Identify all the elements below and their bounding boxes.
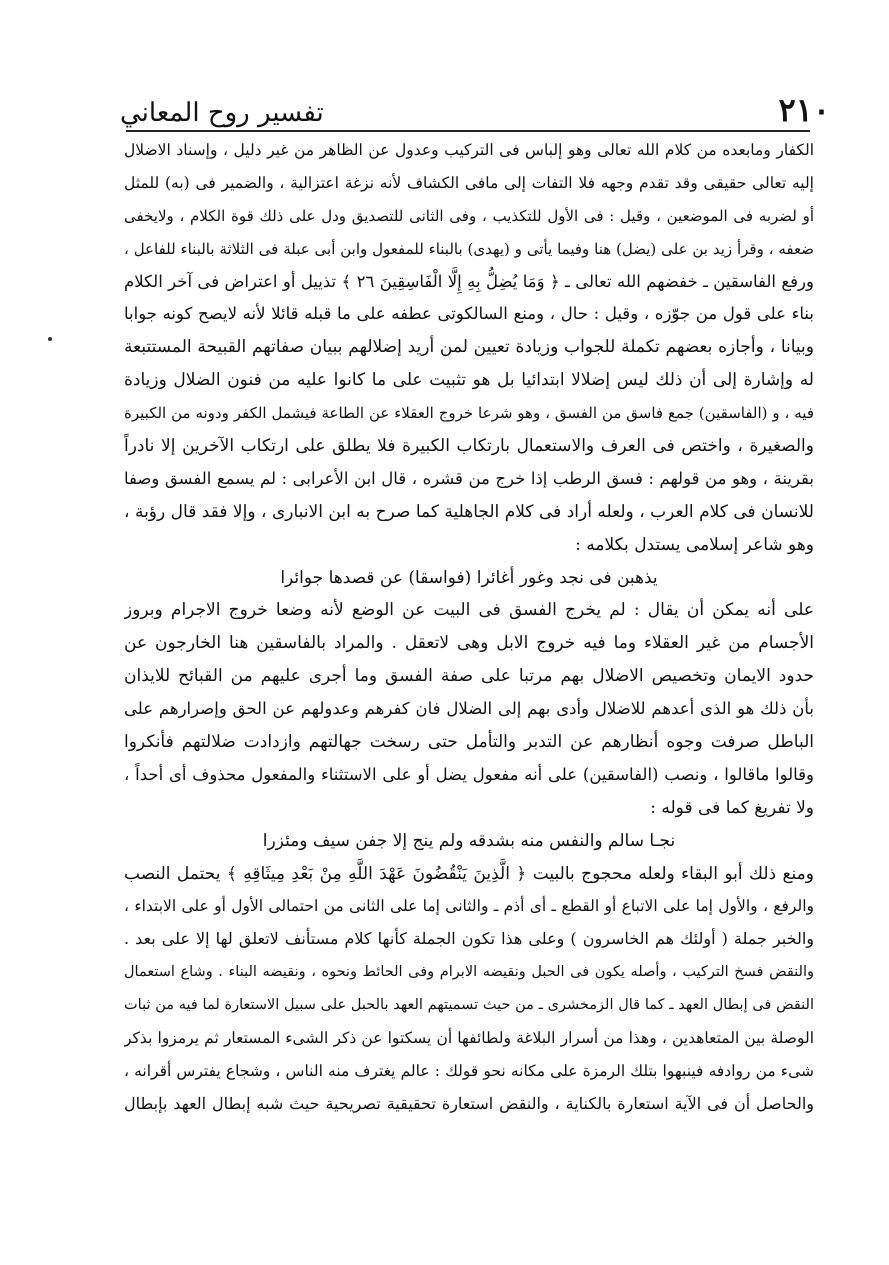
text-line: أو لضربه فى الموضعين ، وقيل : فى الأول للتكذيب ، وفى الثانى للتصديق ودل على ذلك قوة الكلام ، ولايخفى (124, 206, 814, 225)
header-rule (126, 130, 810, 132)
text-line: وبيانا ، وأجازه بعضهم تكملة للجواب وزيادة تعيين لمن أريد إضلالهم ببيان صفاتهم القبيحة المستتبعة (124, 337, 814, 358)
text-line: شىء من روادفه فينبهوا بتلك الرمزة على مكانه نحو قولك : عالم يغترف منه الناس ، وشجاع يفترس أقرانه ، (124, 1061, 814, 1080)
text-line: والخبر جملة ( أولئك هم الخاسرون ) وعلى هذا تكون الجملة كأنها كلام مستأنف لاتعلق لها إلا على بعد . (124, 929, 814, 949)
text-line: للانسان فى كلام العرب ، ولعله أراد فى كلام الجاهلية كما صرح به ابن الانبارى ، وإلا فقد قال رؤبة ، (124, 501, 814, 522)
text-line: وهو شاعر إسلامى يستدل بكلامه : (575, 534, 814, 555)
verse-line: يذهبن فى نجد وغور أغائرا (فواسقا) عن قصدها جوائرا (280, 567, 658, 588)
page-number: ٢١٠ (778, 91, 830, 129)
text-line: ورفع الفاسقين ـ خفضهم الله تعالى ـ ﴿ وَمَا يُضِلُّ بِهِ إِلَّا الْفَاسِقِينَ ٢٦ ﴾ تذييل أو اعتراض فى آخر الكلام (124, 271, 814, 291)
body-text (124, 134, 814, 1121)
text-line: بأن ذلك هو الذى أعدهم للاضلال وأدى بهم إلى الضلال فان كفرهم وعدولهم عن الحق وإصرارهم على (124, 699, 814, 719)
text-line: له وإشارة إلى أن ذلك ليس إضلالا ابتدائيا بل هو تثبيت على ما كانوا عليه من فنون الضلال وزيادة (124, 370, 814, 391)
text-line: الوصلة بين المتعاهدين ، وهذا من أسرار البلاغة ولطائفها أن يسكتوا عن ذكر الشىء المستعار ثم يرمزوا بذكر (124, 1029, 814, 1048)
text-line: فيه ، و (الفاسقين) جمع فاسق من الفسق ، وهو شرعا خروج العقلاء عن الطاعة فيشمل الكفر ودونه من الكبيرة (124, 404, 814, 423)
text-line: ضعفه ، وقرأ زيد بن على (يضل) هنا وفيما يأتى و (يهدى) بالبناء للمفعول وابن أبى عبلة فى الثلاثة بالبناء للفاعل ، (124, 239, 814, 258)
text-line: الكفار ومابعده من كلام الله تعالى وهو إلباس فى التركيب وعدول عن الظاهر من غير دليل ، وإسناد الاضلال (124, 141, 814, 159)
text-line: والحاصل أن فى الآية استعارة بالكناية ، والنقض استعارة تحقيقية تصريحية حيث شبه إبطال العهد بإبطال (124, 1093, 814, 1113)
text-line: الأجسام من غير العقلاء وما فيه خروج الابل وهى لاتعقل . والمراد بالفاسقين هنا الخارجون عن (124, 633, 814, 654)
text-line: إليه تعالى حقيقى وقد تقدم وجهه فلا التفات إلى مافى الكشاف لأنه نزغة اعتزالية ، والضمير فى (به) للمثل (124, 173, 814, 192)
text-line: والنقض فسخ التركيب ، وأصله يكون فى الحبل ونقيضه الابرام وفى الحائط ونحوه ، ونقيضه البناء . وشاع استعمال (124, 964, 814, 981)
running-title: تفسير روح المعاني (120, 98, 324, 128)
text-line: الباطل صرفت وجوه أنظارهم عن التدبر والتأمل حتى رسخت جهالتهم وازدادت ضلالتهم فأنكروا (124, 732, 814, 753)
text-line: بناء على قول من جوّزه ، وقيل : حال ، ومنع السالكوتى عطفه على ما قبله قائلا لأنه لايصح كونه جوابا (124, 304, 814, 324)
text-line: وقالوا ماقالوا ، ونصب (الفاسقين) على أنه مفعول يضل أو على الاستثناء والمفعول محذوف أى أحداً ، (124, 764, 814, 784)
text-line: ومنع ذلك أبو البقاء ولعله محجوج بالبيت ﴿ الَّذِينَ يَنْقُضُونَ عَهْدَ اللَّهِ مِنْ بَعْدِ مِيثَاقِهِ ﴾ يحتمل النصب (124, 863, 814, 884)
text-line: على أنه يمكن أن يقال : لم يخرج الفسق فى البيت عن الوضع لأنه وضعا خروج الاجرام وبروز (124, 600, 814, 621)
text-line: حدود الايمان وتخصيص الاضلال بهم مرتبا على صفة الفسق وما أجرى عليهم من القبائح للايذان (124, 666, 814, 687)
text-line: ولا تفريغ كما فى قوله : (650, 797, 814, 818)
text-line: والصغيرة ، واختص فى العرف والاستعمال بارتكاب الكبيرة فلا يطلق على ارتكاب الآخرين إلا نادراً (124, 436, 814, 457)
text-line: بقرينة ، وهو من قولهم : فسق الرطب إذا خرج من قشره ، قال ابن الأعرابى : لم يسمع الفسق وصفا (124, 468, 814, 488)
page-header (120, 78, 830, 129)
verse-line: نجـا سالم والنفس منه بشدقه ولم ينج إلا جفن سيف ومئزرا (262, 830, 676, 851)
text-line: والرفع ، والأول إما على الاتباع أو القطع ـ أى أذم ـ والثانى إما على الثانى من احتمالى الأول أو على الابتداء ، (124, 897, 814, 916)
margin-mark (48, 337, 52, 341)
text-line: النقض فى إبطال العهد ـ كما قال الزمخشرى ـ من حيث تسميتهم العهد بالحبل على سبيل الاستعارة لما فيه من ثبات (124, 997, 814, 1014)
